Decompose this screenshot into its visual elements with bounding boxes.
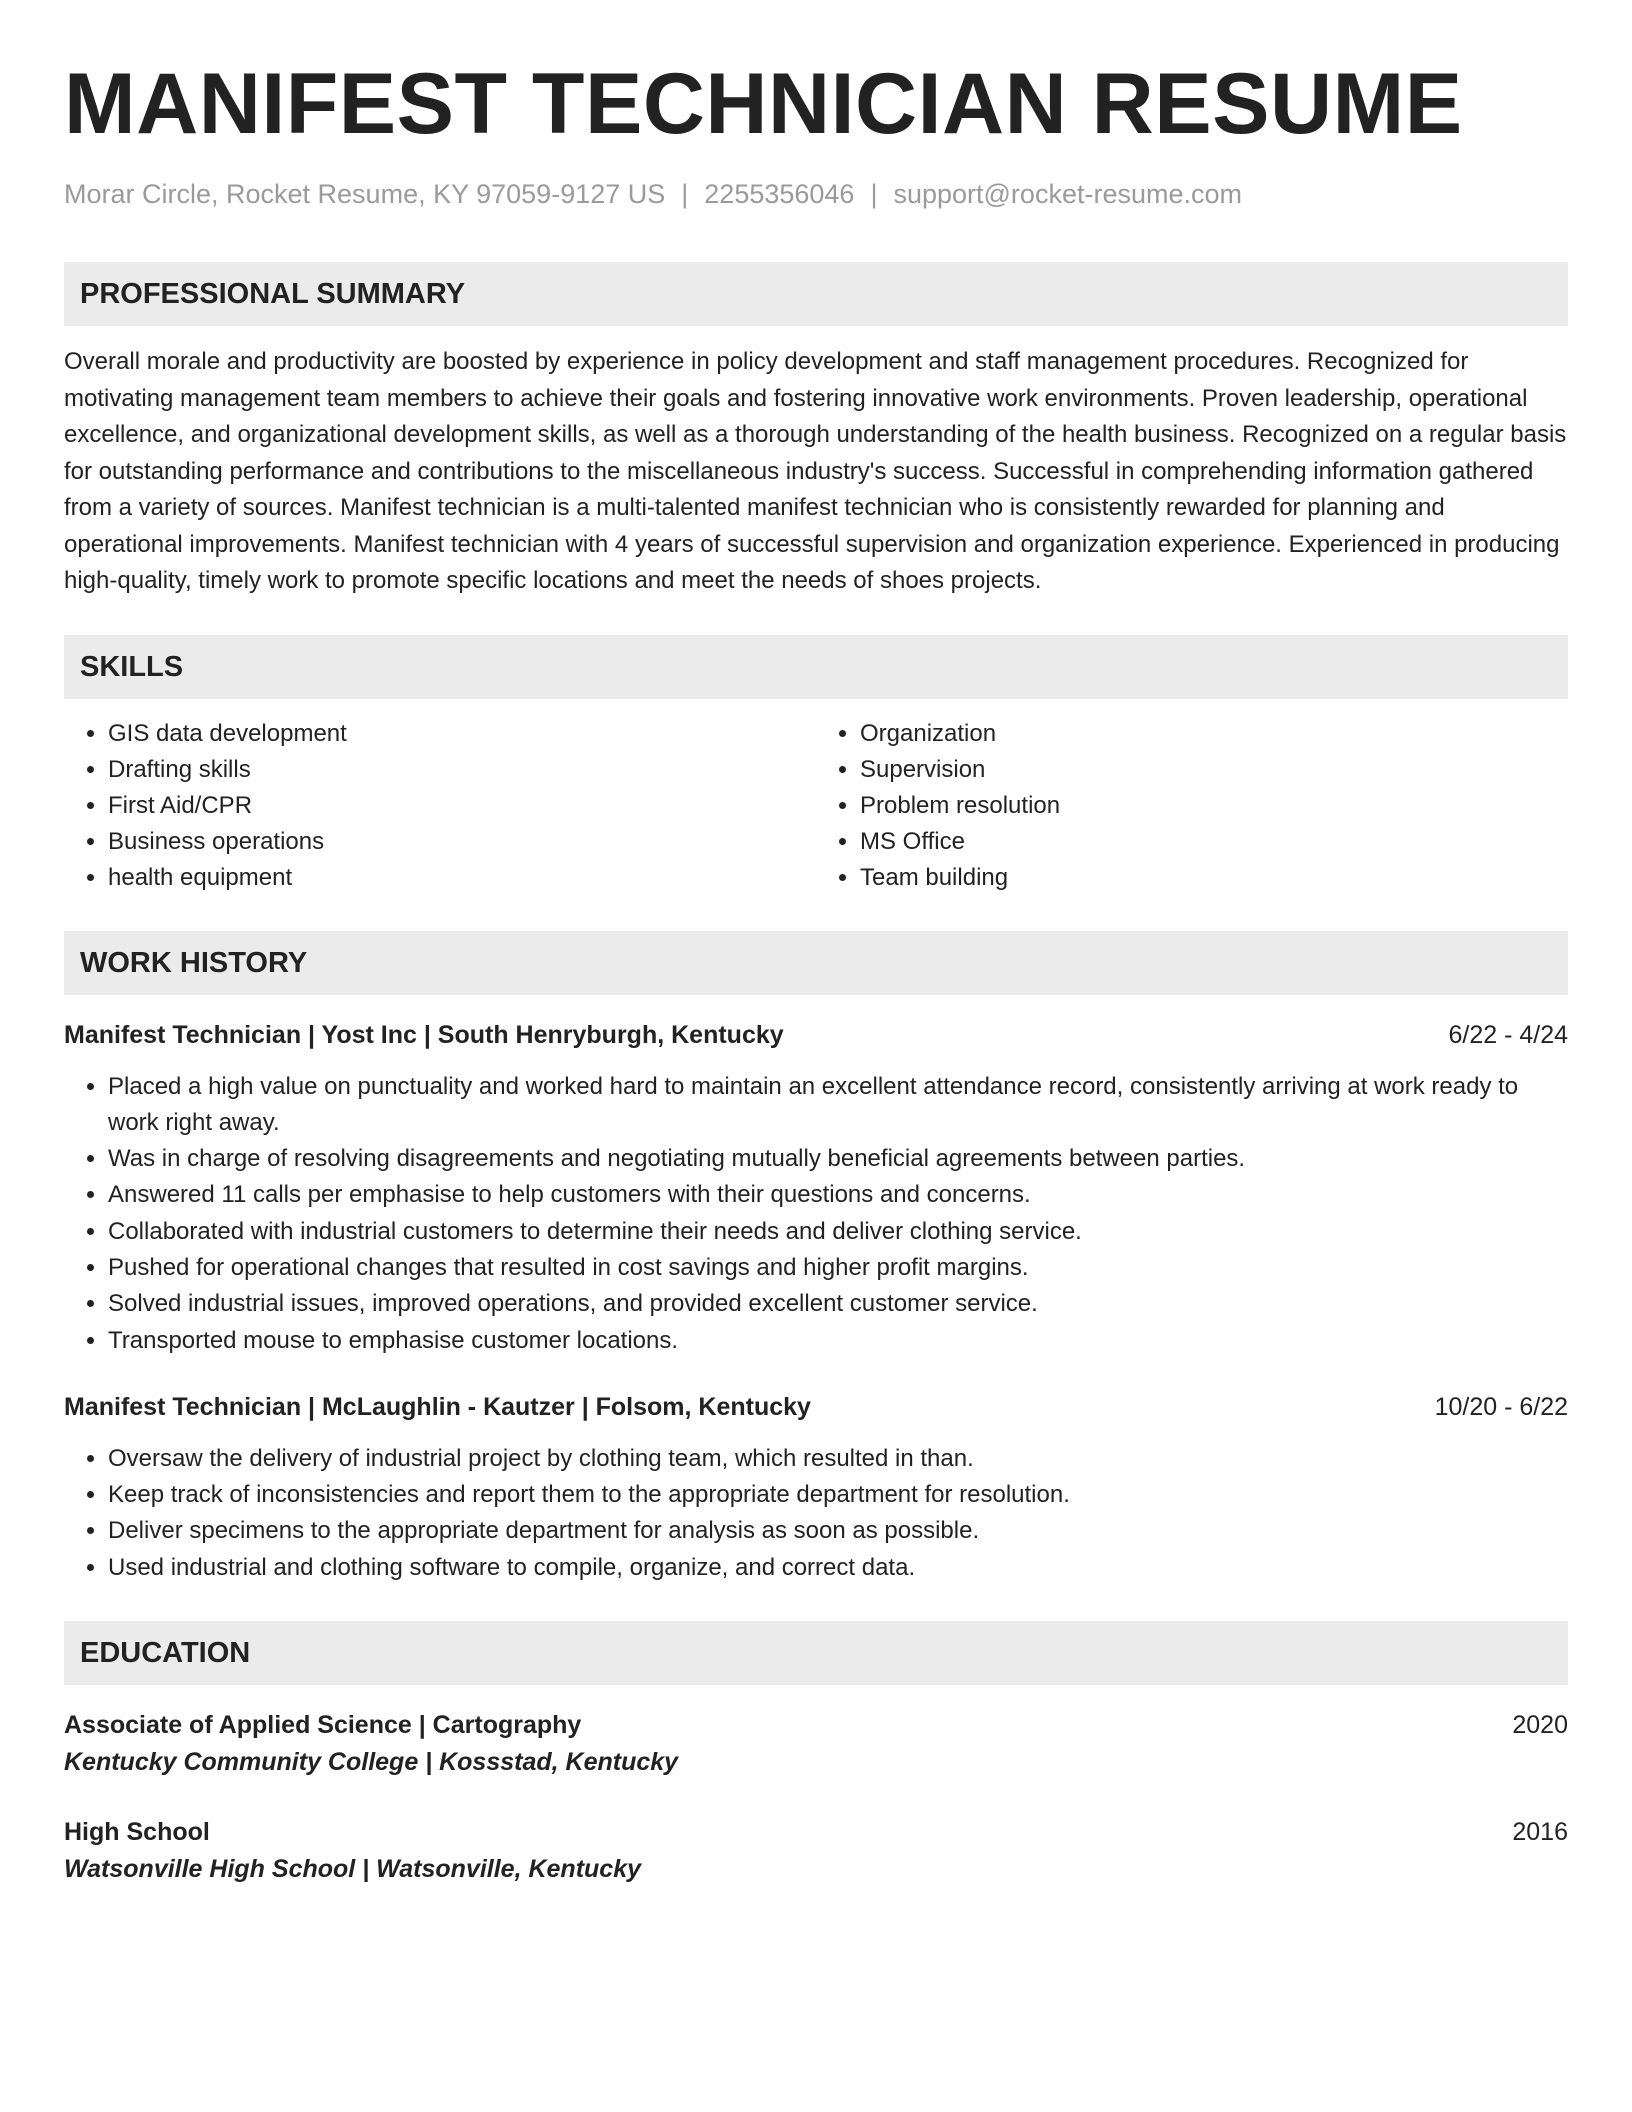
education-heading: EDUCATION <box>64 1621 1568 1685</box>
job-title: Manifest Technician | Yost Inc | South Henryburgh, Kentucky <box>64 1020 784 1049</box>
contact-line <box>64 176 1568 212</box>
job-bullet: • Used industrial and clothing software to compile, organize, and correct data. <box>108 1550 1568 1586</box>
job-bullet: • Was in charge of resolving disagreements and negotiating mutually beneficial agreements between parties. <box>108 1141 1568 1177</box>
job-bullet: • Collaborated with industrial customers to determine their needs and deliver clothing service. <box>108 1214 1568 1250</box>
education-degree: High School <box>64 1818 210 1847</box>
education-header <box>64 1814 1568 1850</box>
skill-item: • Organization <box>860 716 1568 752</box>
education-entry <box>64 1814 1568 1887</box>
education-header <box>64 1707 1568 1743</box>
summary-text: Overall morale and productivity are boosted by experience in policy development and staff management procedures. Recognized for motivating management team members to achieve their goals and fostering innovative work environments. Proven leadership, operational excellence, and organizational development skills, as well as a thorough understanding of the health business. Recognized on a regular basis for outstanding performance and contributions to the miscellaneous industry's success. Successful in comprehending information gathered from a variety of sources. Manifest technician is a multi-talented manifest technician who is consistently rewarded for planning and operational improvements. Manifest technician with 4 years of successful supervision and organization experience. Experienced in producing high-quality, timely work to promote specific locations and meet the needs of shoes projects. <box>64 348 1567 594</box>
resume-title: MANIFEST TECHNICIAN RESUME <box>64 56 1463 152</box>
job-bullet: • Pushed for operational changes that resulted in cost savings and higher profit margins. <box>108 1250 1568 1286</box>
job-bullet: • Oversaw the delivery of industrial project by clothing team, which resulted in than. <box>108 1441 1568 1477</box>
education-year: 2016 <box>1512 1818 1568 1847</box>
job-bullet: • Transported mouse to emphasise customer locations. <box>108 1323 1568 1359</box>
contact-phone: 2255356046 <box>704 179 855 209</box>
skill-item: • Drafting skills <box>108 752 816 788</box>
skill-item: • Business operations <box>108 824 816 860</box>
skills-column-right <box>816 716 1568 896</box>
skills-heading: SKILLS <box>64 635 1568 699</box>
job-dates: 6/22 - 4/24 <box>1448 1020 1568 1049</box>
education-school: Watsonville High School | Watsonville, Kentucky <box>64 1855 642 1884</box>
skill-item: • Supervision <box>860 752 1568 788</box>
skill-item: • GIS data development <box>108 716 816 752</box>
job-bullets <box>64 1441 1568 1586</box>
skills-column-left <box>64 716 816 896</box>
job-bullet: • Solved industrial issues, improved operations, and provided excellent customer service. <box>108 1286 1568 1322</box>
job-bullet: • Deliver specimens to the appropriate department for analysis as soon as possible. <box>108 1513 1568 1549</box>
work-history-heading: WORK HISTORY <box>64 931 1568 995</box>
education-year: 2020 <box>1512 1711 1568 1740</box>
job-entry <box>64 1389 1568 1586</box>
education-school: Kentucky Community College | Kossstad, Kentucky <box>64 1748 679 1777</box>
resume-page <box>64 54 1568 1887</box>
skill-item: • health equipment <box>108 860 816 896</box>
skills-list <box>64 716 1568 896</box>
skill-item: • Team building <box>860 860 1568 896</box>
summary-heading: PROFESSIONAL SUMMARY <box>64 262 1568 326</box>
skill-item: • Problem resolution <box>860 788 1568 824</box>
contact-separator: | <box>681 179 689 209</box>
job-entry <box>64 1017 1568 1359</box>
job-header <box>64 1017 1568 1053</box>
skill-item: • MS Office <box>860 824 1568 860</box>
contact-address: Morar Circle, Rocket Resume, KY 97059-9127 US <box>64 179 666 209</box>
education-degree: Associate of Applied Science | Cartography <box>64 1711 582 1740</box>
job-header <box>64 1389 1568 1425</box>
job-bullet: • Answered 11 calls per emphasise to help customers with their questions and concerns. <box>108 1177 1568 1213</box>
job-bullets <box>64 1069 1568 1359</box>
job-bullet: • Keep track of inconsistencies and report them to the appropriate department for resolution. <box>108 1477 1568 1513</box>
job-dates: 10/20 - 6/22 <box>1434 1392 1568 1421</box>
contact-email: support@rocket-resume.com <box>893 179 1242 209</box>
education-entry <box>64 1707 1568 1780</box>
job-title: Manifest Technician | McLaughlin - Kautzer | Folsom, Kentucky <box>64 1392 811 1421</box>
contact-separator: | <box>870 179 878 209</box>
skill-item: • First Aid/CPR <box>108 788 816 824</box>
job-bullet: • Placed a high value on punctuality and worked hard to maintain an excellent attendance record, consistently arriving at work ready to work right away. <box>108 1069 1568 1142</box>
